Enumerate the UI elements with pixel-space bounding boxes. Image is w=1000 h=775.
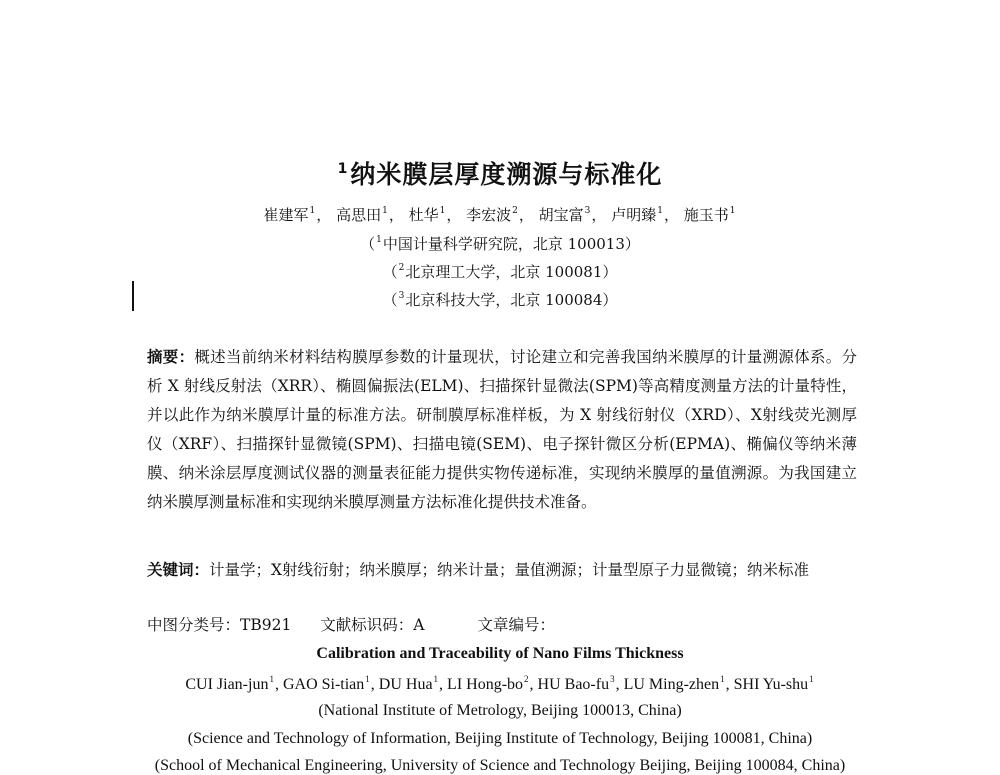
abstract xyxy=(147,342,857,517)
affiliation-cn: （$^2$北京理工大学，北京 100081） xyxy=(382,263,618,281)
affiliation-cn: （$^1$中国计量科学研究院，北京 100013） xyxy=(360,235,640,253)
keywords xyxy=(147,555,857,585)
doc-code-value: A xyxy=(413,616,425,634)
author-cn: 杜华 xyxy=(408,206,439,224)
keywords-label: 关键词： xyxy=(147,560,210,579)
author-en: LI Hong-bo xyxy=(447,676,524,693)
author-cn: 施玉书 xyxy=(683,206,729,224)
affiliation-cn: （$^3$北京科技大学，北京 100084） xyxy=(382,291,618,309)
abstract-text: 概述当前纳米材料结构膜厚参数的计量现状，讨论建立和完善我国纳米膜厚的计量溯源体系。分析 X 射线反射法（XRR）、椭圆偏振法(ELM)、扫描探针显微法(SPM)等高精度测量方法的计量特性，并以此作为纳米膜厚计量的标准方法。研制膜厚标准样板，为 X 射线衍射仪（XRD）、X射线荧光测厚仪（XRF）、扫描探针显微镜(SPM)、扫描电镜(SEM)、电子探针微区分析(EPMA)、椭偏仪等纳米薄膜、纳米涂层厚度测试仪器的测量表征能力提供实物传递标准，实现纳米膜厚的量值溯源。为我国建立纳米膜厚测量标准和实现纳米膜厚测量方法标准化提供技术准备。 xyxy=(147,348,857,511)
author-en: DU Hua xyxy=(378,676,433,693)
doc-code-label: 文献标识码： xyxy=(320,616,414,634)
margin-change-bar xyxy=(132,281,134,311)
paper-title xyxy=(0,155,1000,191)
author-cn: 卢明臻 xyxy=(611,206,657,224)
affiliation-en: (School of Mechanical Engineering, University of Science and Technology Beijing, Beijing 100084, China) xyxy=(154,757,846,774)
author-en: CUI Jian-jun xyxy=(185,676,269,693)
author-cn: 胡宝富 xyxy=(538,206,584,224)
abstract-label: 摘要： xyxy=(147,347,195,366)
author-en: GAO Si-tian xyxy=(282,676,365,693)
affiliation-en: (Science and Technology of Information, Beijing Institute of Technology, Beijing 100081, China) xyxy=(187,730,813,747)
article-no-label: 文章编号： xyxy=(477,616,555,634)
author-cn: 高思田 xyxy=(336,206,382,224)
authors-en: CUI Jian-jun$^1$, GAO Si-tian$^1$, DU Hua$^1$, LI Hong-$bo^2$, HU Bao-$fu^3$, LU Ming-zhen$^1$, SHI Yu-shu$^1$ xyxy=(185,674,814,693)
affiliation-en: (National Institute of Metrology, Beijing 100013, China) xyxy=(318,702,682,719)
author-en: HU Bao-fu xyxy=(537,676,610,693)
author-cn: 崔建军 xyxy=(263,206,309,224)
title-footnote-mark: 1 xyxy=(337,161,349,177)
clc-value: TB921 xyxy=(240,616,292,634)
author-cn: 李宏波 xyxy=(466,206,512,224)
keywords-text: 计量学；X射线衍射；纳米膜厚；纳米计量；量值溯源；计量型原子力显微镜；纳米标准 xyxy=(209,561,810,579)
classification-line xyxy=(147,613,555,635)
paper-title-en: Calibration and Traceability of Nano Films Thickness xyxy=(316,645,684,662)
authors-cn: 崔建军$^1$， 高思田$^1$， 杜华$^1$， 李宏波$^2$， 胡宝富$^3$， 卢明臻$^1$， 施玉书$^1$ xyxy=(263,206,736,224)
clc-label: 中图分类号： xyxy=(147,616,241,634)
author-en: LU Ming-zhen xyxy=(623,676,720,693)
paper-title-text: 纳米膜层厚度溯源与标准化 xyxy=(350,160,663,189)
author-en: SHI Yu-shu xyxy=(733,676,809,693)
